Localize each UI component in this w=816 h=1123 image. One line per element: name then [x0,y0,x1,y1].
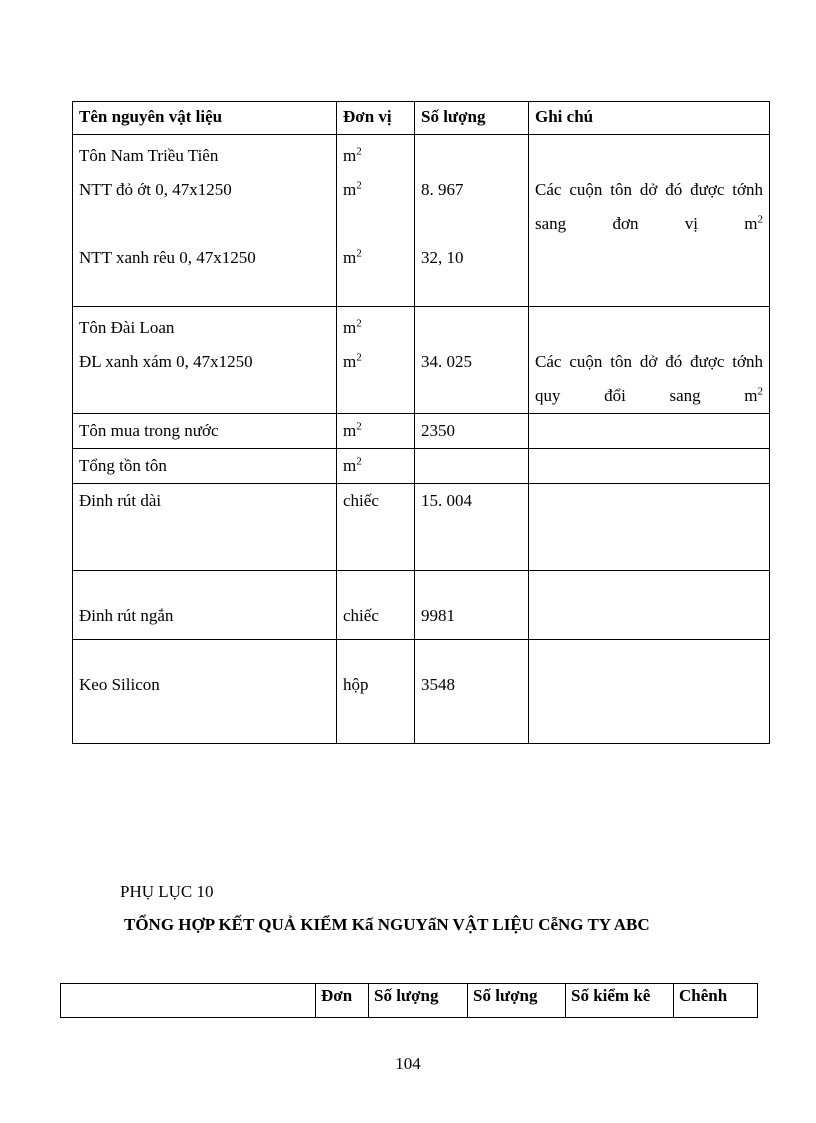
table-row [73,449,770,484]
table-row [73,571,770,640]
quantity-value [415,449,529,484]
unit-value: $m^2$ [343,247,362,267]
summary-header-unit: Đơn [316,984,369,1018]
material-name: Tôn mua trong nước [73,414,337,449]
header-quantity: Số lượng [415,102,529,135]
table-row [73,484,770,571]
summary-header-difference: Chênh [674,984,758,1018]
quantity-value: 34. 025 [421,352,472,371]
quantity-cell [415,307,529,414]
unit-value: $m^2$ [343,317,362,337]
inventory-table [72,101,770,744]
note-cell [529,484,770,571]
quantity-value: 2350 [415,414,529,449]
unit-value: $m^2$ [343,351,362,371]
quantity-value: 9981 [415,571,529,640]
inventory-header-row [73,102,770,135]
note-text: Các cuộn tôn dở đó được tớnh quy đổi sang $m^2$ [535,352,763,405]
header-unit: Đơn vị [337,102,415,135]
material-name: NTT đỏ ớt 0, 47x1250 [79,180,232,199]
unit-cell [337,307,415,414]
appendix-title: TỔNG HỢP KẾT QUẢ KIỂM Kấ NGUYấN VẬT LIỆU CễNG TY ABC [124,915,650,934]
unit-value: $m^2$ [343,179,362,199]
table-row [73,307,770,414]
material-name: Keo Silicon [73,640,337,744]
note-cell [529,414,770,449]
material-name: Tôn Đài Loan [79,318,175,337]
table-row [73,135,770,307]
material-name [79,207,330,241]
header-material-name: Tên nguyên vật liệu [73,102,337,135]
table-row [73,640,770,744]
material-name-cell [73,307,337,414]
note-cell [529,449,770,484]
unit-cell [337,135,415,307]
table-row [73,414,770,449]
note-cell [529,307,770,414]
note-text: Các cuộn tôn dở đó được tớnh sang đơn vị $m^2$ [535,180,763,233]
unit-value: chiếc [337,571,415,640]
material-name: Tổng tồn tôn [73,449,337,484]
material-name-cell [73,135,337,307]
page-number: 104 [395,1054,421,1073]
unit-value: chiếc [337,484,415,571]
material-name: NTT xanh rêu 0, 47x1250 [79,248,256,267]
quantity-value: 32, 10 [421,248,464,267]
note-cell [529,571,770,640]
quantity-value: 8. 967 [421,180,464,199]
material-name: ĐL xanh xám 0, 47x1250 [79,352,253,371]
material-name: Tôn Nam Triều Tiên [79,146,219,165]
quantity-value: 3548 [415,640,529,744]
summary-header-quantity-2: Số lượng [468,984,566,1018]
summary-header-counted: Số kiểm kê [566,984,674,1018]
unit-value: $m^2$ [337,414,415,449]
unit-value: $m^2$ [343,145,362,165]
appendix-label: PHỤ LỤC 10 [120,882,214,901]
summary-header-name [61,984,316,1018]
unit-value: hộp [337,640,415,744]
note-cell [529,135,770,307]
summary-table [60,983,758,1018]
quantity-cell [415,135,529,307]
unit-value: $m^2$ [337,449,415,484]
material-name: Đinh rút dài [73,484,337,571]
summary-header-quantity-1: Số lượng [369,984,468,1018]
note-cell [529,640,770,744]
quantity-value: 15. 004 [415,484,529,571]
summary-header-row [61,984,758,1018]
material-name: Đinh rút ngắn [73,571,337,640]
header-note: Ghi chú [529,102,770,135]
